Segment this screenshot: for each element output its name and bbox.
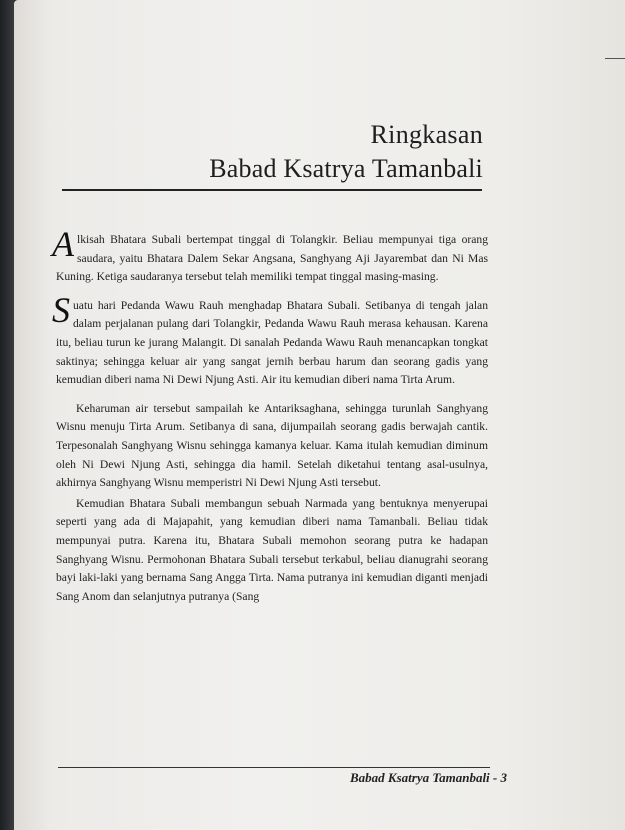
page-corner-mark [605,58,625,59]
title-underline [62,189,482,191]
dropcap-s: S [52,289,70,330]
body-text [52,224,488,608]
footer-rule [58,767,490,768]
paragraph-2 [52,289,488,390]
paragraph-3: Keharuman air tersebut sampailah ke Antariksaghana, sehingga turunlah Sanghyang Wisnu menuju Tirta Arum. Setibanya di sana, dijumpailah seorang gadis berwajah cantik. Terpesonalah Sanghyang Wisnu sehingga kamanya keluar. Kama itulah kemudian diminum oleh Ni Dewi Njung Asti, sehingga dia hamil. Setelah diketahui tentang asal-usulnya, akhirnya Sanghyang Wisnu memperistri Ni Dewi Njung Asti tersebut. [56,401,488,490]
paragraph-2-text: uatu hari Pedanda Wawu Rauh menghadap Bhatara Subali. Setibanya di tengah jalan dalam perjalanan pulang dari Tolangkir, Pedanda Wawu Rauh merasa kehausan. Karena itu, beliau turun ke jurang Malangit. Di sanalah Pedanda Wawu Rauh menancapkan tongkat saktinya; sehingga keluar air yang sangat jernih berbau harum dan seorang gadis yang kemudian diberi nama Ni Dewi Njung Asti. Air itu kemudian diberi nama Tirta Arum. [56,298,488,387]
chapter-title-line-2: Babad Ksatrya Tamanbali [209,154,483,183]
running-footer: Babad Ksatrya Tamanbali - 3 [350,770,507,785]
dropcap-a: A [52,224,74,264]
paragraph-1-text: lkisah Bhatara Subali bertempat tinggal di Tolangkir. Beliau mempunyai tiga orang saudara, yaitu Bhatara Dalem Sekar Angsana, Sanghyang Aji Jayarembat dan Ni Mas Kuning. Ketiga saudaranya tersebut telah memiliki tempat tinggal masing-masing. [56,233,488,284]
chapter-title-line-1: Ringkasan [370,120,483,149]
book-spine [0,0,14,830]
paragraph-4: Kemudian Bhatara Subali membangun sebuah Narmada yang bentuknya menyerupai seperti yang ada di Majapahit, yang kemudian diberi nama Tamanbali. Beliau tidak mempunyai putra. Karena itu, Bhatara Subali memohon seorang putra ke hadapan Sanghyang Wisnu. Permohonan Bhatara Subali tersebut terkabul, beliau dianugrahi seorang bayi laki-laki yang bernama Sang Angga Tirta. Nama putranya ini kemudian diganti menjadi Sang Anom dan selanjutnya putranya (Sang [56,496,488,603]
chapter-title [209,118,483,186]
paragraph-1 [52,224,488,287]
